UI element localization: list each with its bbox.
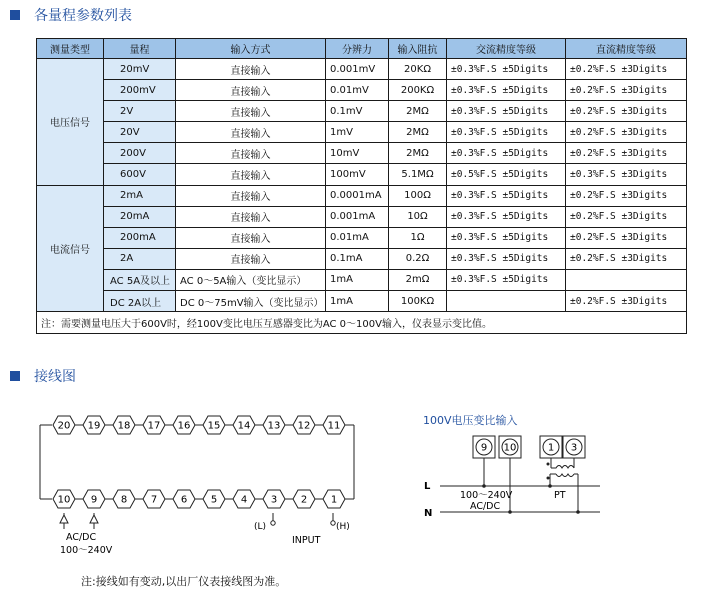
input-method-cell: AC 0～5A输入（变比显示） — [176, 269, 326, 290]
supply-type-label: AC/DC — [470, 501, 501, 512]
dc-accuracy-cell: ±0.2%F.S ±3Digits — [566, 122, 687, 143]
impedance-cell: 20KΩ — [389, 59, 447, 80]
dc-accuracy-cell: ±0.2%F.S ±3Digits — [566, 80, 687, 101]
input-method-cell: 直接输入 — [176, 80, 326, 101]
table-row — [37, 248, 687, 269]
terminal-hexagon — [233, 490, 255, 508]
terminal-number: 19 — [87, 420, 101, 432]
resolution-cell: 10mV — [326, 143, 389, 164]
pt-terminal — [499, 436, 521, 458]
table-row — [37, 269, 687, 290]
ac-accuracy-cell — [447, 291, 566, 312]
terminal-hexagon — [113, 416, 135, 434]
terminal-hexagon — [263, 416, 285, 434]
pt-terminals — [473, 436, 585, 458]
input-method-cell: 直接输入 — [176, 185, 326, 206]
table-row — [37, 227, 687, 248]
square-bullet-icon — [10, 10, 20, 20]
column-header: 直流精度等级 — [566, 39, 687, 59]
terminal-number: 5 — [210, 494, 218, 506]
range-cell: 2V — [104, 101, 176, 122]
pt-terminal — [563, 436, 585, 458]
terminal-number: 11 — [327, 420, 341, 432]
column-header: 量程 — [104, 39, 176, 59]
impedance-cell: 2mΩ — [389, 269, 447, 290]
resolution-cell: 0.1mV — [326, 101, 389, 122]
ac-accuracy-cell: ±0.3%F.S ±5Digits — [447, 101, 566, 122]
measurement-type-cell: 电压信号 — [37, 59, 104, 186]
column-header: 输入方式 — [176, 39, 326, 59]
table-row — [37, 143, 687, 164]
dc-accuracy-cell: ±0.2%F.S ±3Digits — [566, 227, 687, 248]
terminal-wiring-diagram — [30, 405, 360, 565]
ac-accuracy-cell: ±0.5%F.S ±5Digits — [447, 164, 566, 185]
terminal-hexagon — [53, 416, 75, 434]
terminal-number: 2 — [300, 494, 308, 506]
range-cell: DC 2A以上 — [104, 291, 176, 312]
wiring-footnote: 注:接线如有变动,以出厂仪表接线图为准。 — [81, 575, 287, 588]
table-row — [37, 122, 687, 143]
dc-accuracy-cell: ±0.2%F.S ±3Digits — [566, 291, 687, 312]
input-method-cell: 直接输入 — [176, 59, 326, 80]
power-supply-leads — [60, 513, 98, 529]
column-header: 输入阻抗 — [389, 39, 447, 59]
dc-accuracy-cell — [566, 269, 687, 290]
input-label: INPUT — [292, 535, 321, 546]
ac-accuracy-cell: ±0.3%F.S ±5Digits — [447, 185, 566, 206]
terminal-number: 8 — [120, 494, 128, 506]
dc-accuracy-cell: ±0.2%F.S ±3Digits — [566, 101, 687, 122]
ac-accuracy-cell: ±0.3%F.S ±5Digits — [447, 143, 566, 164]
terminal-number: 14 — [237, 420, 251, 432]
dc-accuracy-cell: ±0.2%F.S ±3Digits — [566, 143, 687, 164]
terminal-number: 9 — [480, 442, 488, 454]
range-cell: 20mA — [104, 206, 176, 227]
resolution-cell: 1mA — [326, 269, 389, 290]
dc-accuracy-cell: ±0.3%F.S ±3Digits — [566, 164, 687, 185]
table-note-row — [37, 312, 687, 334]
line-n-label: N — [424, 508, 433, 519]
impedance-cell: 5.1MΩ — [389, 164, 447, 185]
input-method-cell: 直接输入 — [176, 122, 326, 143]
impedance-cell: 100KΩ — [389, 291, 447, 312]
input-method-cell: DC 0～75mV输入（变比显示） — [176, 291, 326, 312]
terminal-number: 20 — [57, 420, 71, 432]
range-cell: 600V — [104, 164, 176, 185]
terminal-hexagon — [53, 490, 75, 508]
range-cell: 2A — [104, 248, 176, 269]
table-row — [37, 206, 687, 227]
table-row — [37, 101, 687, 122]
input-method-cell: 直接输入 — [176, 227, 326, 248]
terminal-hexagon — [293, 416, 315, 434]
column-header: 交流精度等级 — [447, 39, 566, 59]
terminal-number: 9 — [90, 494, 98, 506]
impedance-cell: 10Ω — [389, 206, 447, 227]
terminal-number: 1 — [330, 494, 338, 506]
terminal-hexagon — [263, 490, 285, 508]
input-method-cell: 直接输入 — [176, 206, 326, 227]
resolution-cell: 1mV — [326, 122, 389, 143]
square-bullet-icon — [10, 371, 20, 381]
terminal-number: 6 — [180, 494, 188, 506]
table-row — [37, 80, 687, 101]
dc-accuracy-cell: ±0.2%F.S ±3Digits — [566, 206, 687, 227]
terminal-number: 7 — [150, 494, 158, 506]
impedance-cell: 2MΩ — [389, 143, 447, 164]
terminal-hexagon — [323, 490, 345, 508]
terminal-hexagon — [323, 416, 345, 434]
impedance-cell: 2MΩ — [389, 122, 447, 143]
table-body — [37, 59, 687, 334]
resolution-cell: 0.001mA — [326, 206, 389, 227]
ac-accuracy-cell: ±0.3%F.S ±5Digits — [447, 269, 566, 290]
resolution-cell: 0.01mV — [326, 80, 389, 101]
table-row — [37, 291, 687, 312]
pt-wiring-diagram — [420, 428, 620, 523]
input-method-cell: 直接输入 — [176, 101, 326, 122]
ac-accuracy-cell: ±0.3%F.S ±5Digits — [447, 248, 566, 269]
resolution-cell: 100mV — [326, 164, 389, 185]
terminal-number: 15 — [207, 420, 221, 432]
ac-accuracy-cell: ±0.3%F.S ±5Digits — [447, 206, 566, 227]
section-title: 各量程参数列表 — [34, 8, 132, 24]
terminal-number: 13 — [267, 420, 281, 432]
ac-accuracy-cell: ±0.3%F.S ±5Digits — [447, 80, 566, 101]
table-row — [37, 59, 687, 80]
range-cell: 2mA — [104, 185, 176, 206]
parameter-table — [36, 38, 687, 334]
impedance-cell: 1Ω — [389, 227, 447, 248]
table-row — [37, 185, 687, 206]
ac-accuracy-cell: ±0.3%F.S ±5Digits — [447, 59, 566, 80]
terminal-number: 12 — [297, 420, 311, 432]
terminal-hexagon — [83, 416, 105, 434]
section-heading-params — [10, 5, 132, 25]
terminal-hexagon — [293, 490, 315, 508]
terminal-number: 18 — [117, 420, 131, 432]
range-cell: AC 5A及以上 — [104, 269, 176, 290]
terminal-number: 4 — [240, 494, 248, 506]
terminal-hexagon — [143, 416, 165, 434]
dc-accuracy-cell: ±0.2%F.S ±3Digits — [566, 59, 687, 80]
terminal-hexagon — [203, 416, 225, 434]
supply-voltage-label: 100～240V — [460, 490, 513, 501]
ac-accuracy-cell: ±0.3%F.S ±5Digits — [447, 122, 566, 143]
terminal-number: 3 — [270, 494, 278, 506]
table-row — [37, 164, 687, 185]
power-label-voltage: 100～240V — [60, 545, 113, 556]
pt-label: PT — [554, 490, 566, 501]
input-method-cell: 直接输入 — [176, 164, 326, 185]
input-leads — [271, 513, 335, 525]
high-terminal-label: (H) — [336, 522, 350, 532]
terminal-number: 3 — [570, 442, 578, 454]
terminal-number: 10 — [57, 494, 71, 506]
terminal-hexagon — [173, 490, 195, 508]
impedance-cell: 2MΩ — [389, 101, 447, 122]
terminal-hexagon — [113, 490, 135, 508]
range-cell: 20V — [104, 122, 176, 143]
terminal-number: 10 — [503, 442, 517, 454]
resolution-cell: 1mA — [326, 291, 389, 312]
column-header: 分辨力 — [326, 39, 389, 59]
resolution-cell: 0.01mA — [326, 227, 389, 248]
resolution-cell: 0.0001mA — [326, 185, 389, 206]
column-header: 测量类型 — [37, 39, 104, 59]
range-cell: 200mV — [104, 80, 176, 101]
dc-accuracy-cell: ±0.2%F.S ±3Digits — [566, 248, 687, 269]
section-title: 接线图 — [34, 369, 76, 385]
table-header-row — [37, 39, 687, 59]
table-note: 注：需要测量电压大于600V时，经100V变比电压互感器变比为AC 0～100V输入，仪表显示变比值。 — [37, 312, 687, 334]
resolution-cell: 0.1mA — [326, 248, 389, 269]
pt-diagram-title: 100V电压变比输入 — [423, 414, 518, 427]
range-cell: 200V — [104, 143, 176, 164]
top-terminal-row — [53, 416, 345, 434]
terminal-hexagon — [233, 416, 255, 434]
ac-accuracy-cell: ±0.3%F.S ±5Digits — [447, 227, 566, 248]
input-method-cell: 直接输入 — [176, 143, 326, 164]
terminal-hexagon — [143, 490, 165, 508]
pt-terminal — [473, 436, 495, 458]
terminal-hexagon — [173, 416, 195, 434]
impedance-cell: 200KΩ — [389, 80, 447, 101]
section-heading-wiring — [10, 366, 76, 386]
terminal-number: 17 — [147, 420, 161, 432]
terminal-hexagon — [203, 490, 225, 508]
line-l-label: L — [424, 481, 431, 492]
bottom-terminal-row — [53, 490, 345, 508]
low-terminal-label: (L) — [254, 522, 267, 532]
pt-terminal — [540, 436, 562, 458]
input-method-cell: 直接输入 — [176, 248, 326, 269]
dc-accuracy-cell: ±0.2%F.S ±3Digits — [566, 185, 687, 206]
impedance-cell: 100Ω — [389, 185, 447, 206]
resolution-cell: 0.001mV — [326, 59, 389, 80]
power-label-acdc: AC/DC — [66, 532, 97, 543]
impedance-cell: 0.2Ω — [389, 248, 447, 269]
range-cell: 200mA — [104, 227, 176, 248]
terminal-hexagon — [83, 490, 105, 508]
terminal-number: 16 — [177, 420, 191, 432]
measurement-type-cell: 电流信号 — [37, 185, 104, 312]
range-cell: 20mV — [104, 59, 176, 80]
terminal-number: 1 — [547, 442, 555, 454]
